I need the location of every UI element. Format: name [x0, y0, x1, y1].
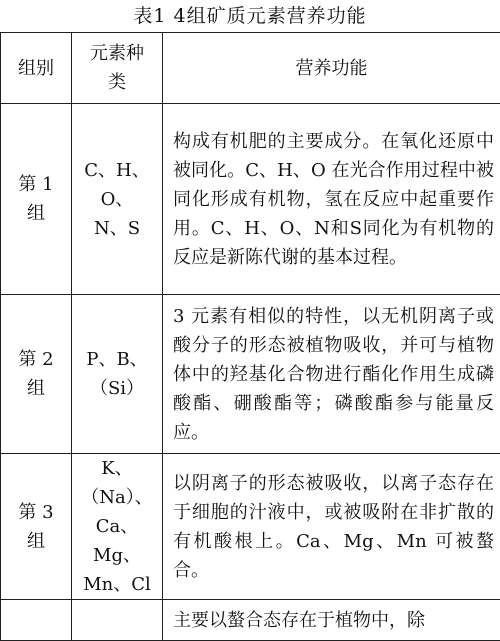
elements-line: （Na）、: [81, 487, 152, 508]
group-label-line1: 第 2: [18, 349, 53, 370]
header-function-label: 营养功能: [296, 58, 368, 79]
elements-cell: [72, 104, 163, 295]
elements-line: N、S: [94, 218, 140, 239]
elements-line: K、: [101, 458, 132, 479]
header-element: [72, 33, 163, 104]
group-label-line2: 组: [27, 203, 45, 224]
table-row: [1, 454, 500, 600]
mineral-elements-table: [0, 32, 500, 641]
group-label-line1: 第 3: [18, 502, 53, 523]
header-function: [163, 33, 500, 104]
elements-cell: [72, 600, 163, 641]
table-caption: 表1 4组矿质元素营养功能: [0, 0, 500, 32]
group-cell: [1, 600, 72, 641]
function-cell: [163, 295, 500, 454]
header-group: [1, 33, 72, 104]
elements-cell: [72, 454, 163, 600]
elements-cell: [72, 295, 163, 454]
function-text: 以阴离子的形态被吸收，以离子态存在于细胞的汁液中，或被吸附在非扩散的有机酸根上。Ca、Mg、Mn 可被螯合。: [173, 473, 494, 581]
group-cell: [1, 295, 72, 454]
group-label-line2: 组: [27, 531, 45, 552]
elements-line: （Si）: [90, 378, 144, 399]
group-cell: [1, 454, 72, 600]
elements-line: Mn、Cl: [83, 574, 151, 595]
table-row: [1, 600, 500, 641]
elements-line: Ca、Mg、: [93, 516, 141, 566]
header-group-label: 组别: [18, 58, 54, 79]
function-cell: [163, 104, 500, 295]
function-cell: [163, 600, 500, 641]
table-row: [1, 104, 500, 295]
function-text: 主要以螯合态存在于植物中，除: [173, 610, 425, 631]
elements-line: C、H、O、: [84, 160, 149, 210]
group-cell: [1, 104, 72, 295]
table-row: [1, 295, 500, 454]
elements-line: P、B、: [86, 349, 147, 370]
function-text: 构成有机肥的主要成分。在氧化还原中被同化。C、H、O 在光合作用过程中被同化形成有机物，氢在反应中起重要作用。C、H、O、N和S同化为有机物的反应是新陈代谢的基本过程。: [173, 131, 494, 268]
group-label-line1: 第 1: [18, 174, 53, 195]
function-cell: [163, 454, 500, 600]
header-element-line1: 元素种: [90, 43, 144, 64]
group-label-line2: 组: [27, 378, 45, 399]
header-row: [1, 33, 500, 104]
header-element-line2: 类: [108, 72, 126, 93]
function-text: 3 元素有相似的特性，以无机阴离子或酸分子的形态被植物吸收，并可与植物体中的羟基化合物进行酯化作用生成磷酸酯、硼酸酯等；磷酸酯参与能量反应。: [173, 306, 494, 443]
